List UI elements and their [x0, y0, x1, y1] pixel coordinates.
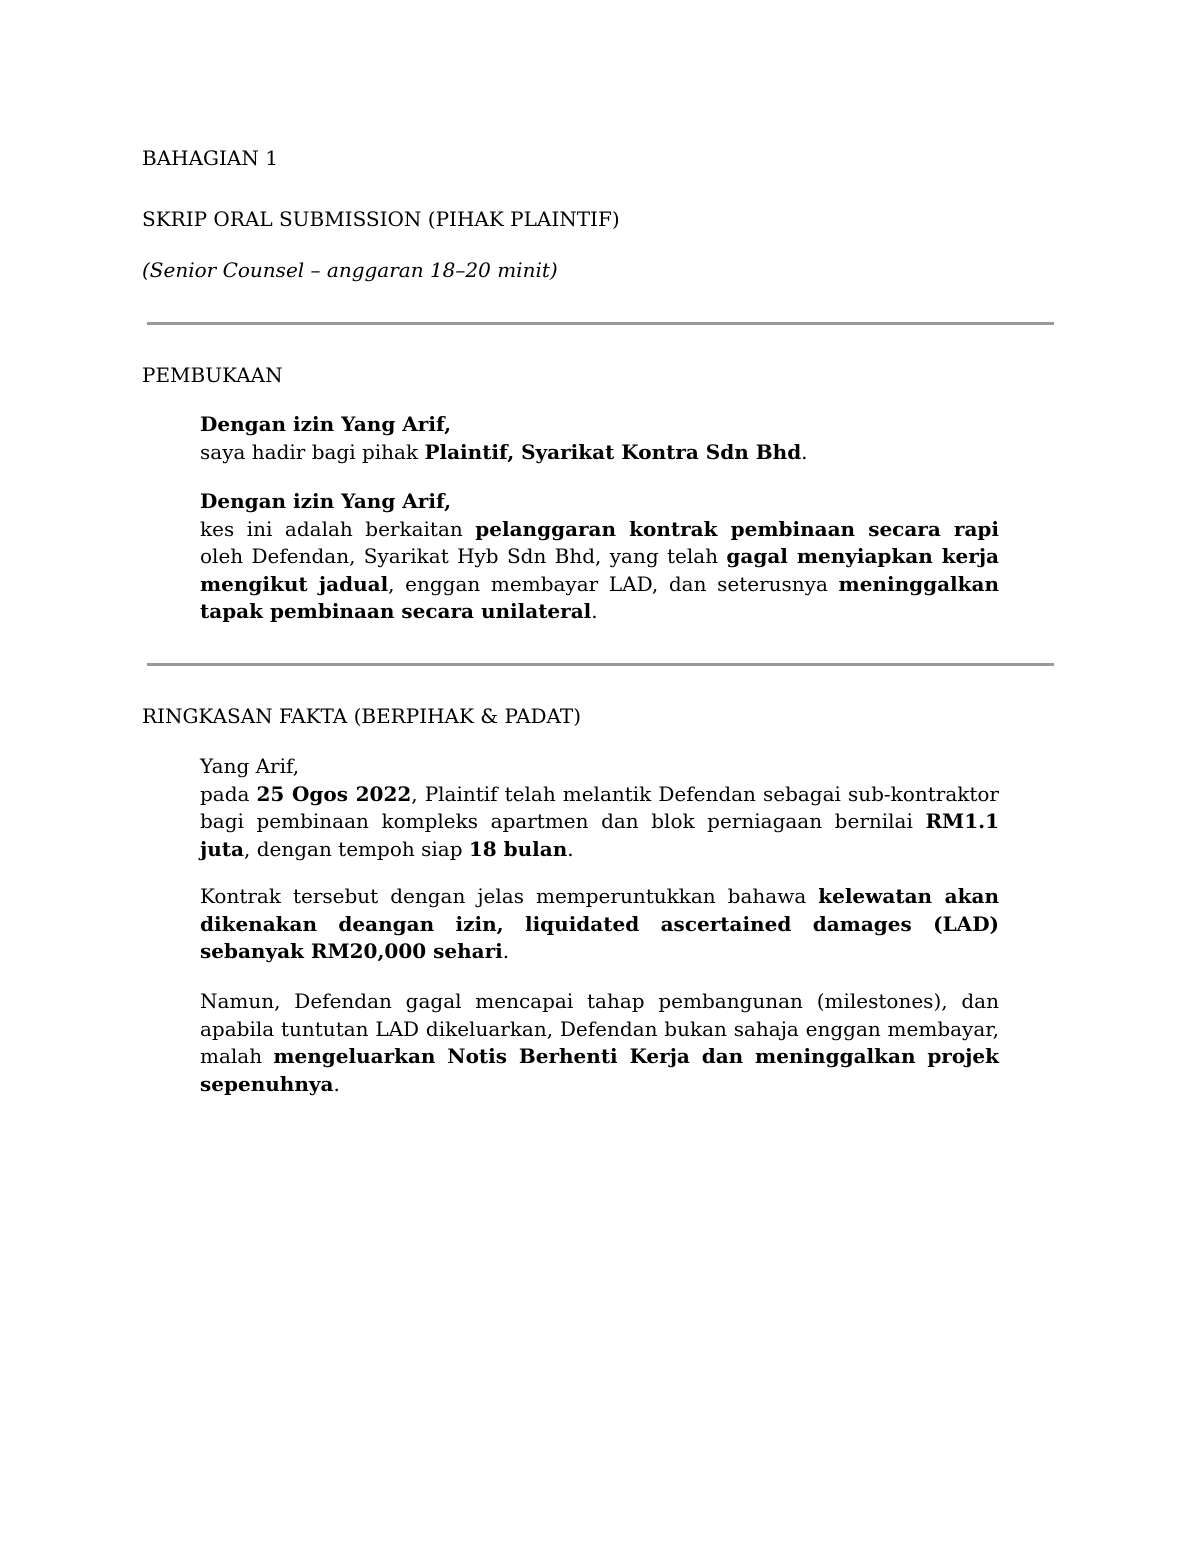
- paragraph-text: .: [801, 439, 808, 464]
- emphasis-text: RM1.1 juta: [200, 809, 999, 861]
- emphasis-text: kelewatan akan dikenakan deangan izin, liquidated ascertained damages (LAD) sebanyak RM20,000 sehari: [200, 884, 999, 963]
- paragraph-text: Namun, Defendan gagal mencapai tahap pembangunan (milestones), dan apabila tuntutan LAD dikeluarkan, Defendan bukan sahaja enggan membayar, malah: [200, 989, 999, 1068]
- greeting: Yang Arif,: [200, 754, 300, 778]
- paragraph-text: .: [333, 1071, 340, 1096]
- section-divider: [147, 322, 1054, 325]
- paragraph-text: saya hadir bagi pihak: [200, 439, 425, 464]
- emphasis-text: meninggalkan tapak pembinaan secara unilateral: [200, 571, 999, 623]
- pembukaan-paragraph-1: [200, 411, 999, 466]
- paragraph-text: kes ini adalah berkaitan: [200, 516, 476, 541]
- emphasis-text: pelanggaran kontrak pembinaan secara rapi: [475, 516, 999, 541]
- greeting: Dengan izin Yang Arif,: [200, 489, 452, 513]
- emphasis-text: mengeluarkan Notis Berhenti Kerja dan meninggalkan projek sepenuhnya: [200, 1044, 999, 1096]
- script-title: SKRIP ORAL SUBMISSION (PIHAK PLAINTIF): [142, 207, 620, 231]
- emphasis-text: gagal menyiapkan kerja mengikut jadual: [200, 544, 1000, 596]
- paragraph-text: , Plaintif telah melantik Defendan sebagai sub-kontraktor bagi pembinaan kompleks apartmen dan blok perniagaan bernilai: [200, 781, 999, 833]
- pembukaan-paragraph-2: [200, 488, 999, 626]
- paragraph-text: .: [591, 599, 598, 623]
- paragraph-text: oleh Defendan, Syarikat Hyb Sdn Bhd, yang telah: [200, 544, 727, 568]
- paragraph-text: pada: [200, 781, 257, 806]
- greeting: Dengan izin Yang Arif,: [200, 412, 452, 436]
- paragraph-text: Kontrak tersebut dengan jelas memperuntukkan bahawa: [200, 884, 819, 908]
- section-divider: [147, 663, 1054, 666]
- emphasis-text: Plaintif, Syarikat Kontra Sdn Bhd: [424, 439, 802, 464]
- emphasis-text: 18 bulan: [468, 836, 568, 861]
- paragraph-text: , enggan membayar LAD, dan seterusnya: [388, 571, 839, 596]
- ringkasan-paragraph-1: [200, 753, 999, 863]
- ringkasan-paragraph-3: [200, 988, 999, 1098]
- ringkasan-paragraph-2: [200, 883, 999, 966]
- section-heading-pembukaan: PEMBUKAAN: [142, 363, 283, 387]
- section-heading-ringkasan: RINGKASAN FAKTA (BERPIHAK & PADAT): [142, 704, 582, 728]
- emphasis-text: 25 Ogos 2022: [256, 781, 412, 806]
- paragraph-text: .: [502, 939, 510, 963]
- part-title: BAHAGIAN 1: [142, 146, 278, 170]
- paragraph-text: , dengan tempoh siap: [243, 836, 469, 861]
- paragraph-text: .: [567, 836, 574, 861]
- script-subtitle: (Senior Counsel – anggaran 18–20 minit): [142, 258, 558, 282]
